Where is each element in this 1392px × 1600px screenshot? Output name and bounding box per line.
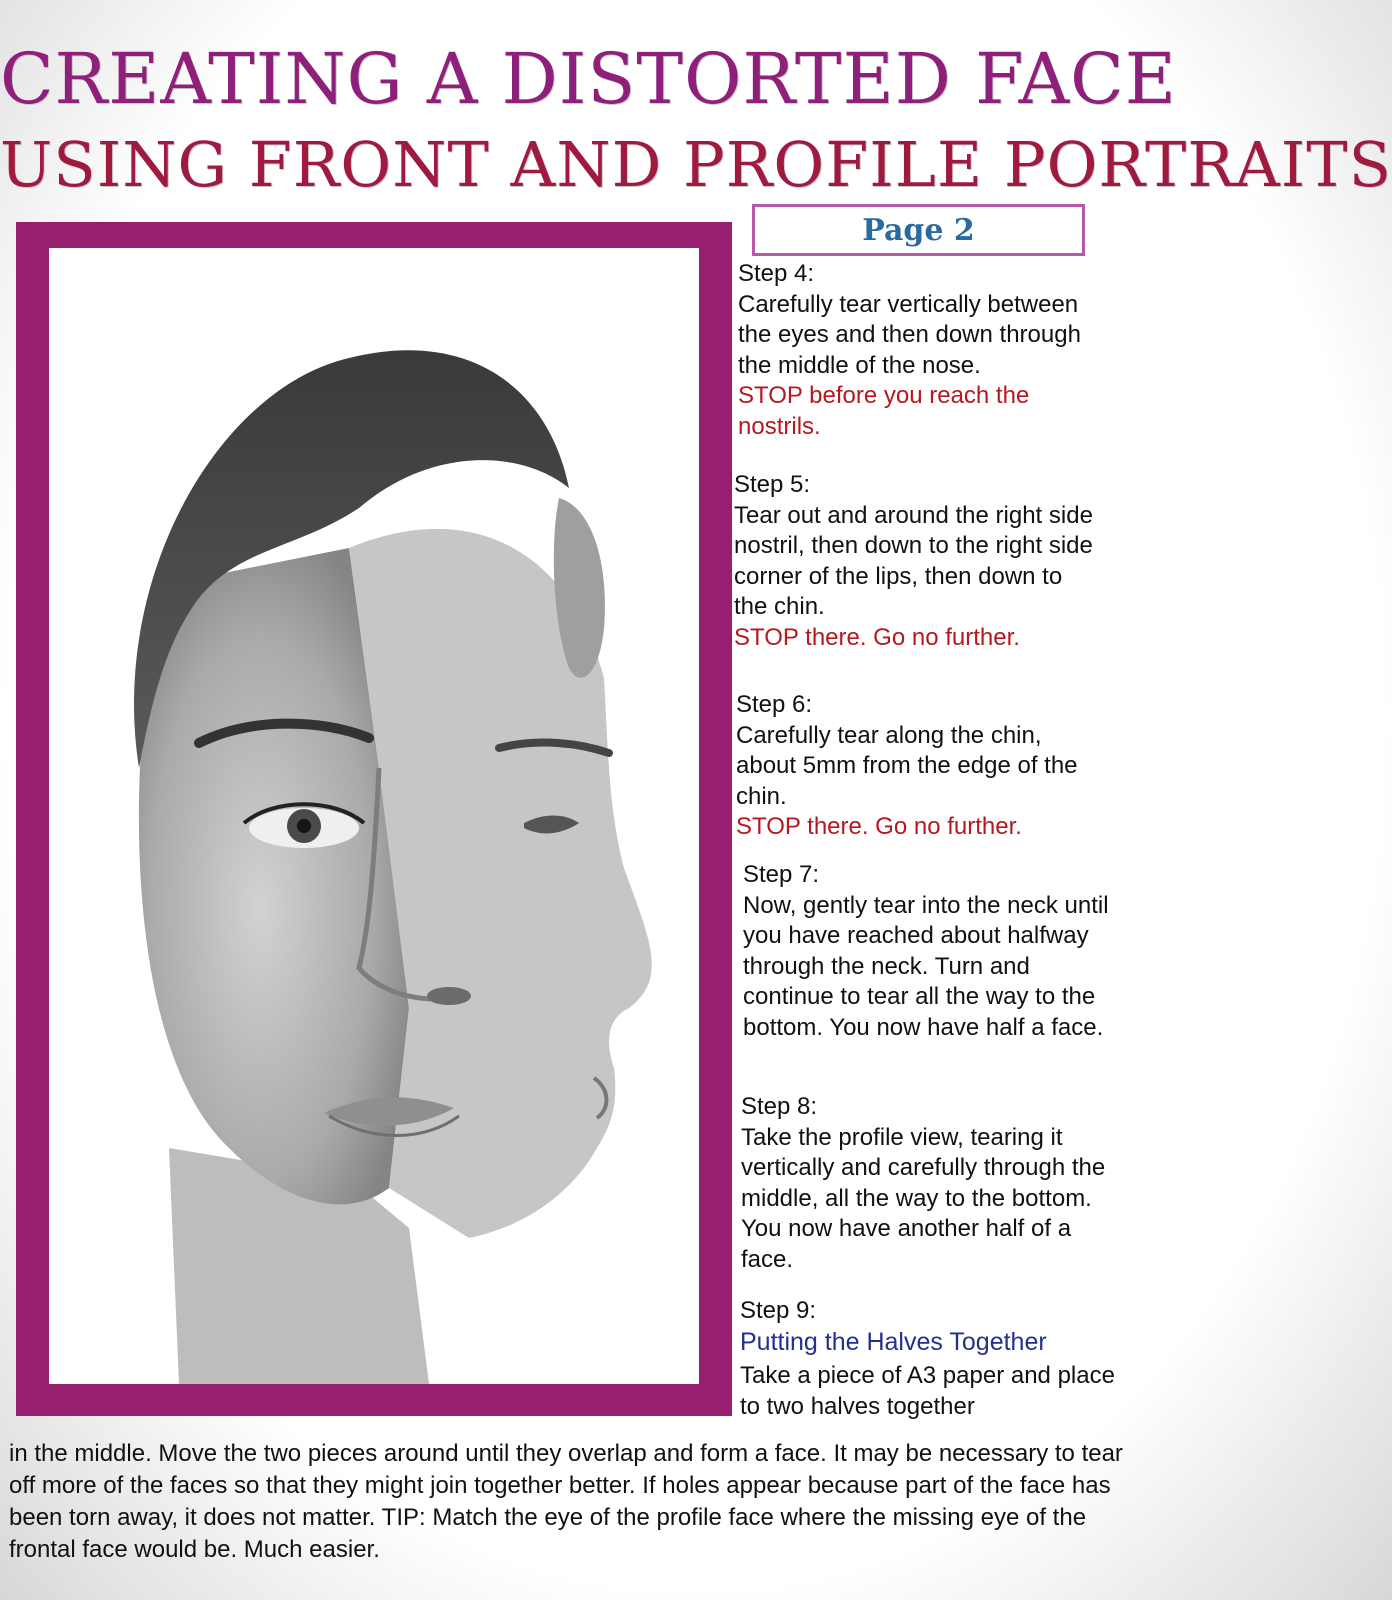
step-7-label: Step 7: [743,861,820,888]
page-label: Page 2 [752,204,1085,256]
step-6-text: Carefully tear along the chin, about 5mm from the edge of the chin. [736,721,1078,810]
step-4-warning: STOP before you reach the nostrils. [738,382,1030,440]
step-5-warning: STOP there. Go no further. [734,623,1020,651]
step-4-text: Carefully tear vertically between the eyes and then down through the middle of the nose. [738,290,1081,379]
step-6-warning: STOP there. Go no further. [736,813,1022,840]
step-4-label: Step 4: [738,260,815,287]
step-8 [741,1092,1116,1275]
photo-frame [16,222,732,1416]
step-4 [738,259,1118,442]
step-7-text: Now, gently tear into the neck until you have reached about halfway through the neck. Turn and continue to tear all the way to the bottom. You now have half a face. [743,891,1109,1041]
step-8-label: Step 8: [741,1093,818,1120]
step-6 [736,690,1081,843]
title-line-1: CREATING A DISTORTED FACE [0,38,1177,120]
step-5 [734,470,1094,653]
step-7 [743,860,1118,1043]
bottom-paragraph: in the middle. Move the two pieces around until they overlap and form a face. It may be necessary to tear off more of the faces so that they might join together better. If holes appear because part of the face has been torn away, it does not matter. TIP: Match the eye of the profile face where the missing eye of the frontal face would be. Much easier. [9,1440,1123,1563]
distorted-face-photo-icon [49,248,699,1384]
step-9-label: Step 9: [740,1297,817,1324]
step-9-subtitle: Putting the Halves Together [740,1327,1047,1356]
title-line-2: USING FRONT AND PROFILE PORTRAITS [0,128,1392,201]
step-5-text: Tear out and around the right side nostril, then down to the right side corner of the lips, then down to the chin. [734,501,1093,620]
step-6-label: Step 6: [736,691,813,718]
step-8-text: Take the profile view, tearing it vertically and carefully through the middle, all the way to the bottom. You now have another half of a face. [741,1123,1106,1273]
step-9-text: Take a piece of A3 paper and place to two halves together [740,1362,1115,1420]
face-illustration [49,248,699,1384]
step-9 [740,1296,1120,1422]
step-5-label: Step 5: [734,471,811,498]
